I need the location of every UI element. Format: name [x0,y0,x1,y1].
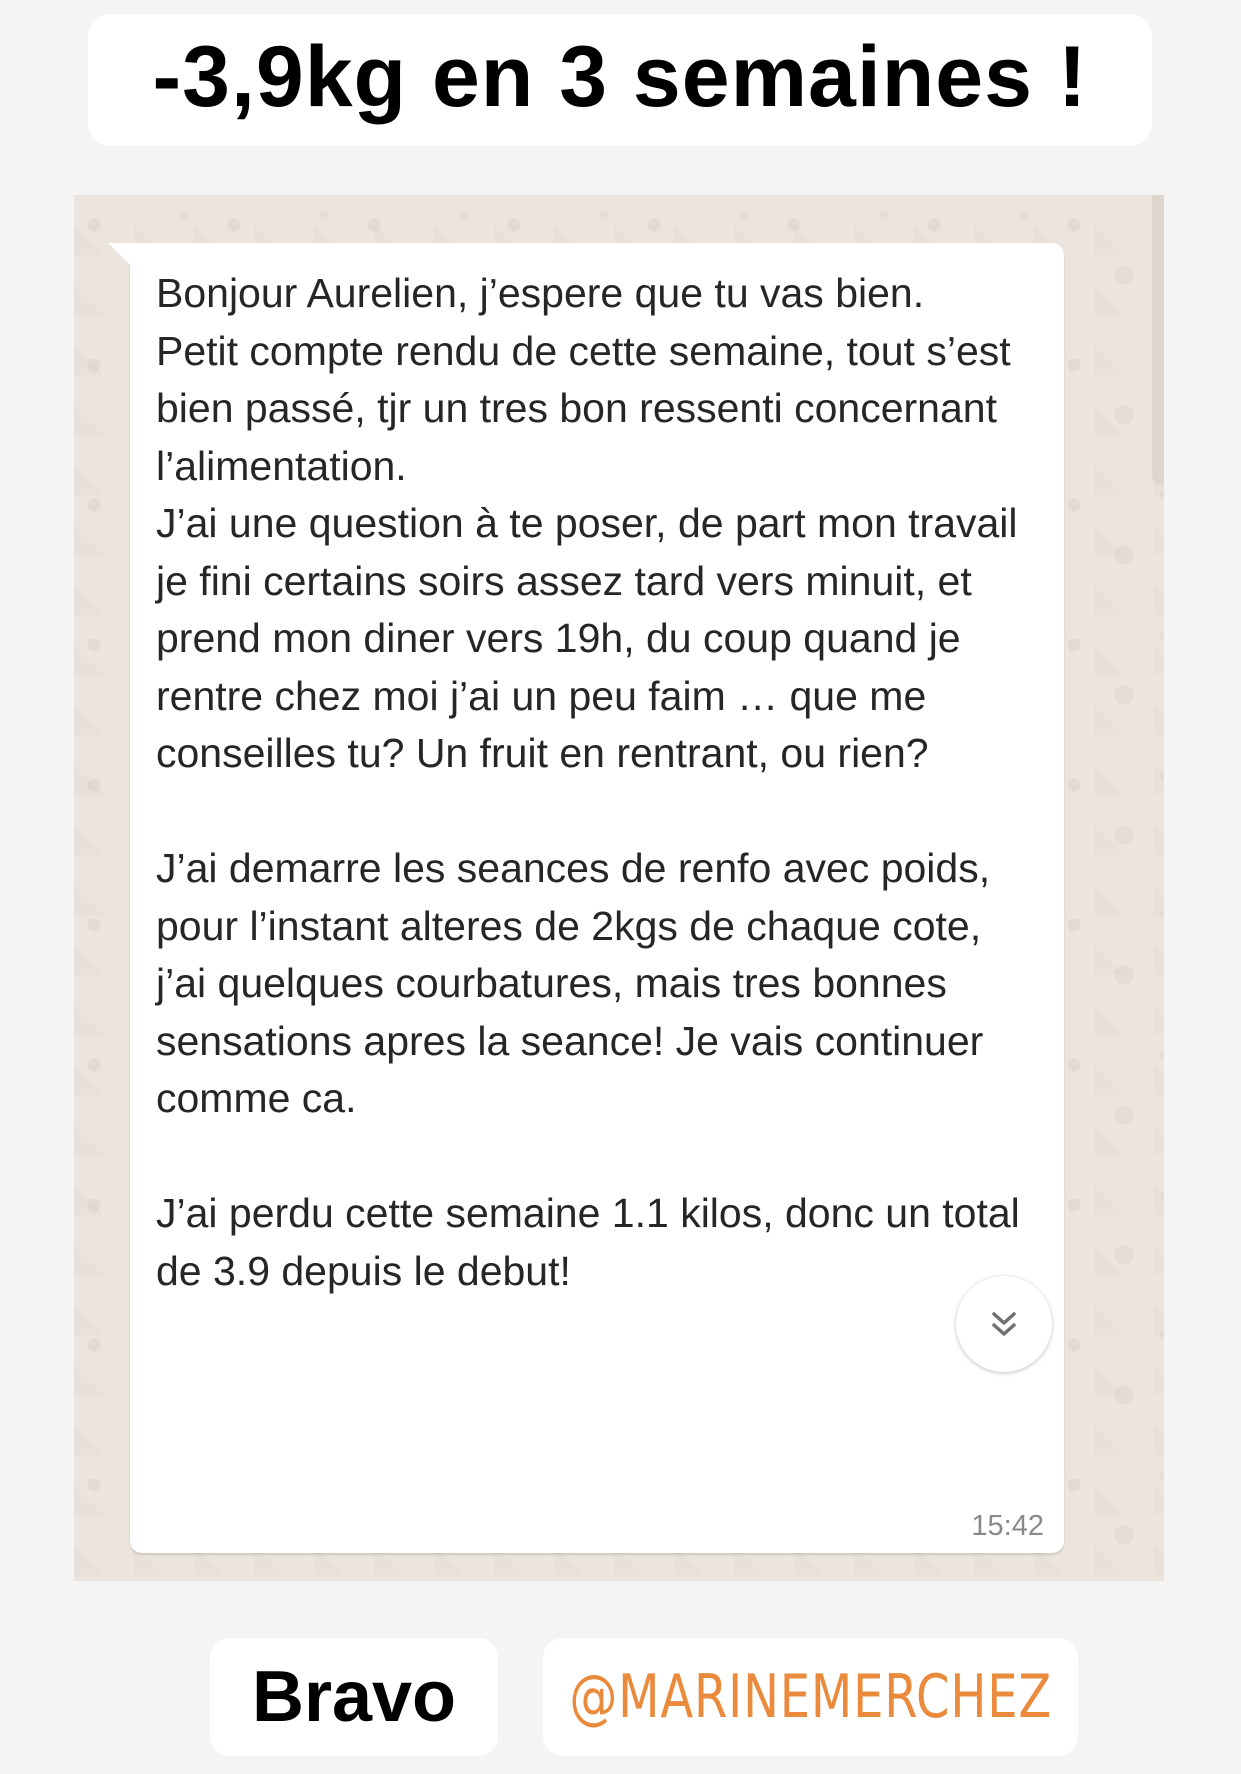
bravo-label: Bravo [251,1657,457,1737]
chat-panel[interactable] [74,195,1164,1581]
page-title: -3,9kg en 3 semaines ! [152,28,1088,125]
message-text: Bonjour Aurelien, j’espere que tu vas bien. Petit compte rendu de cette semaine, tout s’est bien passé, tjr un tres bon ressenti concernant l’alimentation. J’ai une question à te poser, de part mon travail je fini certains soirs assez tard vers minuit, et prend mon diner vers 19h, du coup quand je rentre chez moi j’ai un peu faim … que me conseilles tu? Un fruit en rentrant, ou rien? J’ai demarre les seances de renfo avec poids, pour l’instant alteres de 2kgs de chaque cote, j’ai quelques courbatures, mais tres bonnes sensations apres la seance! Je vais continuer comme ca. J’ai perdu cette semaine 1.1 kilos, donc un total de 3.9 depuis le debut! [156,270,1020,1294]
title-banner [88,14,1152,146]
bubble-tail [108,243,130,265]
scroll-down-button[interactable] [956,1276,1052,1372]
double-chevron-down-icon [984,1304,1024,1344]
message-bubble[interactable] [130,243,1064,1553]
mention-tag[interactable] [543,1638,1078,1756]
scrollbar[interactable] [1152,195,1164,485]
mention-handle[interactable]: @MARINEMERCHEZ [569,1662,1052,1732]
bravo-tag [210,1638,498,1756]
message-timestamp: 15:42 [971,1510,1044,1542]
